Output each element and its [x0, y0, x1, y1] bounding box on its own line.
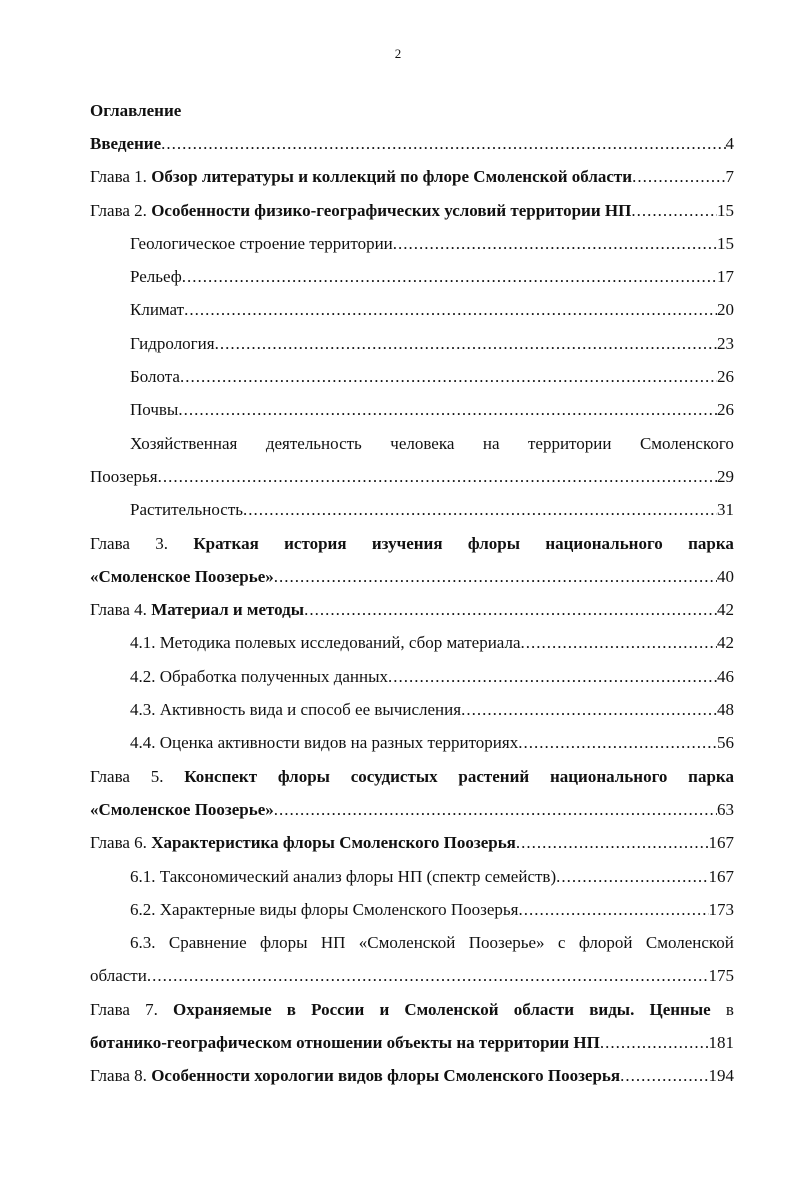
entry-page: 175 [708, 966, 734, 986]
dot-leader [519, 893, 709, 926]
entry-page: 7 [725, 167, 734, 187]
entry-title: Обзор литературы и коллекций по флоре Смоленской области [151, 167, 633, 187]
entry-page: 40 [717, 566, 734, 586]
word: флоры [467, 533, 520, 553]
toc-entry-4-1[interactable] [90, 626, 734, 659]
word: в [725, 999, 734, 1019]
word: «Смоленской [358, 933, 456, 953]
toc-entry-intro[interactable] [90, 127, 734, 160]
word: виды. [589, 999, 635, 1019]
word: с [557, 933, 566, 953]
dot-leader [178, 393, 717, 426]
word: Охраняемые [173, 999, 272, 1019]
entry-title: 4.4. Оценка активности видов на разных территориях [130, 733, 519, 753]
toc-entry-6-1[interactable] [90, 860, 734, 893]
dot-leader [461, 693, 717, 726]
dot-leader [274, 793, 717, 826]
entry-prefix: Глава 8. [90, 1066, 147, 1086]
entry-page: 181 [708, 1033, 734, 1053]
word: Смоленской [404, 999, 499, 1019]
toc-entry-chapter-2[interactable] [90, 194, 734, 227]
word: человека [390, 433, 455, 453]
toc-entry-chapter-6[interactable] [90, 826, 734, 859]
entry-page: 42 [717, 633, 734, 653]
toc-entry-4-2[interactable] [90, 660, 734, 693]
word: парка [688, 766, 734, 786]
toc-entry-chapter-5[interactable] [90, 760, 734, 793]
word: 3. [155, 533, 169, 553]
entry-title: области [90, 966, 147, 986]
entry-title: Растительность [130, 500, 244, 520]
dot-leader [215, 327, 717, 360]
entry-page: 167 [708, 833, 734, 853]
entry-title: Почвы [130, 400, 179, 420]
dot-leader [631, 194, 717, 227]
entry-title: Введение [90, 134, 162, 153]
dot-leader [620, 1059, 708, 1092]
dot-leader [556, 860, 708, 893]
entry-title: Особенности хорологии видов флоры Смоленского Поозерья [151, 1066, 621, 1086]
word: 7. [145, 999, 158, 1019]
toc-entry-4-3[interactable] [90, 693, 734, 726]
entry-title: 4.3. Активность вида и способ ее вычисления [130, 700, 462, 720]
entry-page: 56 [717, 733, 734, 753]
entry-page: 194 [708, 1066, 734, 1086]
toc-entry-human-activity[interactable] [90, 427, 734, 460]
word: изучения [371, 533, 443, 553]
toc-entry-chapter-5-cont[interactable] [90, 793, 734, 826]
word: Краткая [193, 533, 259, 553]
entry-title: Болота [130, 367, 180, 387]
entry-title: 6.2. Характерные виды флоры Смоленского Поозерья [130, 899, 519, 919]
dot-leader [147, 959, 709, 992]
word: территории [527, 433, 612, 453]
entry-title: Гидрология [130, 333, 215, 353]
word: Смоленской [645, 933, 734, 953]
word: национального [545, 533, 663, 553]
word: 6.3. [130, 933, 156, 953]
toc-entry-6-3-cont[interactable] [90, 959, 734, 992]
entry-prefix: Глава [90, 766, 130, 786]
entry-page: 17 [717, 267, 734, 287]
dot-leader [393, 227, 717, 260]
dot-leader [521, 626, 717, 659]
entry-prefix: Глава 6. [90, 833, 147, 853]
entry-title: Материал и методы [151, 600, 305, 620]
toc-entry-chapter-3-cont[interactable] [90, 560, 734, 593]
entry-page: 4 [725, 134, 734, 153]
entry-prefix: Глава 2. [90, 200, 147, 220]
dot-leader [304, 593, 717, 626]
toc-entry-chapter-7[interactable] [90, 993, 734, 1026]
word: НП [320, 933, 346, 953]
entry-page: 26 [717, 367, 734, 387]
toc-entry-geology[interactable] [90, 227, 734, 260]
dot-leader [388, 660, 717, 693]
page-number: 2 [394, 46, 402, 61]
entry-page: 15 [717, 233, 734, 253]
word: флорой [578, 933, 633, 953]
word: Поозерье» [468, 933, 545, 953]
entry-title: 6.1. Таксономический анализ флоры НП (спектр семейств) [130, 866, 557, 886]
table-of-contents [90, 94, 734, 1093]
dot-leader [243, 493, 717, 526]
entry-page: 167 [708, 866, 734, 886]
word: Глава [90, 999, 130, 1019]
entry-page: 15 [717, 200, 734, 220]
entry-title: Геологическое строение территории [130, 233, 393, 253]
entry-title: Особенности физико-географических условий территории НП [151, 200, 632, 220]
toc-entry-relief[interactable] [90, 260, 734, 293]
entry-prefix: Глава [90, 533, 130, 553]
dot-leader [158, 460, 717, 493]
entry-page: 26 [717, 400, 734, 420]
entry-prefix: Глава 1. [90, 167, 147, 187]
toc-entry-chapter-7-cont[interactable] [90, 1026, 734, 1059]
word: парка [688, 533, 734, 553]
word: Хозяйственная [130, 433, 238, 453]
entry-page: 48 [717, 700, 734, 720]
entry-page: 20 [717, 300, 734, 320]
toc-entry-hydrology[interactable] [90, 327, 734, 360]
toc-entry-soils[interactable] [90, 393, 734, 426]
word: области [513, 999, 575, 1019]
dot-leader [274, 560, 717, 593]
entry-title: «Смоленское Поозерье» [90, 566, 274, 586]
word: и [379, 999, 390, 1019]
entry-page: 31 [717, 500, 734, 520]
entry-page: 23 [717, 333, 734, 353]
entry-title: ботанико-географическом отношении объекты на территории НП [90, 1033, 600, 1053]
toc-entry-4-4[interactable] [90, 726, 734, 759]
toc-entry-chapter-1[interactable] [90, 160, 734, 193]
dot-leader [180, 360, 717, 393]
toc-entry-vegetation[interactable] [90, 493, 734, 526]
entry-title: Поозерья [90, 466, 158, 486]
entry-page: 42 [717, 600, 734, 620]
word: Конспект [184, 766, 258, 786]
dot-leader [632, 160, 725, 193]
word: в [286, 999, 296, 1019]
word: флоры [277, 766, 330, 786]
word: на [482, 433, 500, 453]
entry-title: Климат [130, 300, 185, 320]
word: России [311, 999, 365, 1019]
dot-leader [182, 260, 717, 293]
entry-prefix: Глава 4. [90, 600, 147, 620]
toc-heading: Оглавление [90, 101, 182, 120]
toc-entry-chapter-3[interactable] [90, 527, 734, 560]
dot-leader [184, 293, 717, 326]
toc-entry-human-activity-cont[interactable] [90, 460, 734, 493]
entry-page: 173 [708, 899, 734, 919]
toc-entry-climate[interactable] [90, 293, 734, 326]
word: Ценные [649, 999, 711, 1019]
dot-leader [161, 127, 725, 160]
word: национального [549, 766, 668, 786]
entry-page: 46 [717, 666, 734, 686]
toc-entry-bogs[interactable] [90, 360, 734, 393]
dot-leader [518, 726, 717, 759]
entry-page: 63 [717, 799, 734, 819]
word: флоры [260, 933, 308, 953]
entry-title: 4.1. Методика полевых исследований, сбор материала [130, 633, 521, 653]
word: 5. [150, 766, 164, 786]
toc-entry-6-2[interactable] [90, 893, 734, 926]
word: история [284, 533, 347, 553]
word: Сравнение [168, 933, 247, 953]
entry-page: 29 [717, 466, 734, 486]
entry-title: 4.2. Обработка полученных данных [130, 666, 389, 686]
entry-title: «Смоленское Поозерье» [90, 799, 274, 819]
toc-entry-6-3[interactable] [90, 926, 734, 959]
word: сосудистых [350, 766, 438, 786]
toc-entry-chapter-4[interactable] [90, 593, 734, 626]
word: растений [458, 766, 530, 786]
word: Смоленского [639, 433, 734, 453]
entry-title: Характеристика флоры Смоленского Поозерья [151, 833, 516, 853]
dot-leader [600, 1026, 709, 1059]
dot-leader [516, 826, 709, 859]
toc-entry-chapter-8[interactable] [90, 1059, 734, 1092]
entry-title: Рельеф [130, 267, 182, 287]
word: деятельность [265, 433, 362, 453]
